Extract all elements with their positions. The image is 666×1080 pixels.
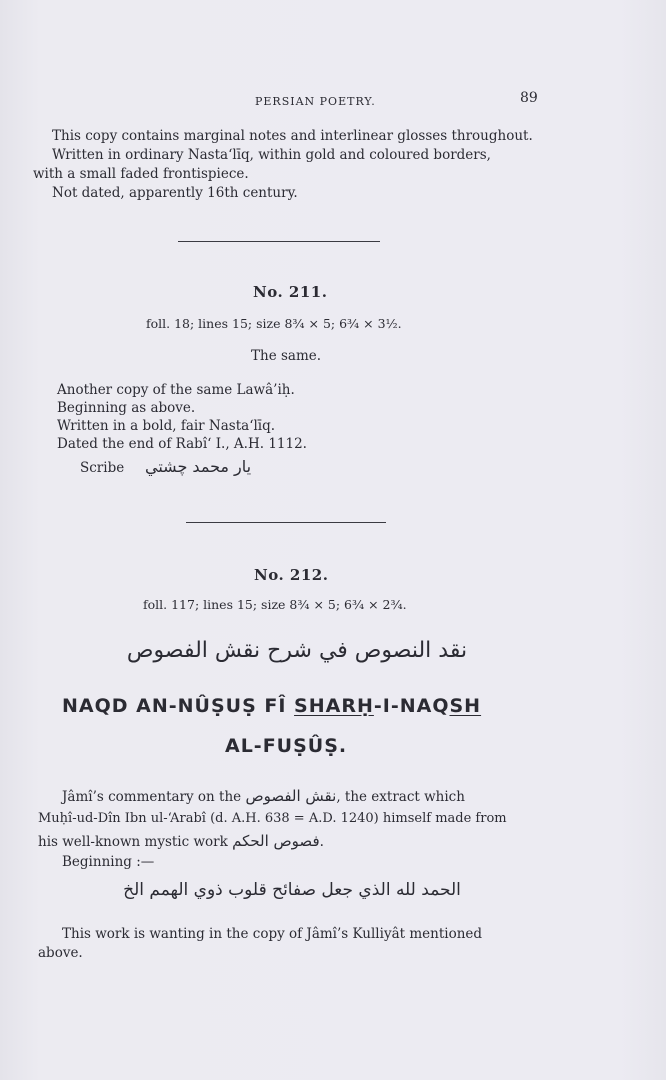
scribe-name: يار محمد چشتي	[145, 457, 252, 476]
section-divider-2	[186, 522, 386, 523]
desc-3-text-b: .	[319, 834, 324, 850]
desc-line-3	[38, 832, 324, 852]
intro-line-1: This copy contains marginal notes and interlinear glosses throughout.	[52, 128, 533, 144]
intro-line-4: Not dated, apparently 16th century.	[52, 185, 298, 201]
desc-line-2: Muḥî-ud-Dîn Ibn ul-‘Arabî (d. A.H. 638 = A.D. 1240) himself made from	[38, 811, 507, 826]
entry-211-line-4: Dated the end of Rabî‘ I., A.H. 1112.	[57, 436, 307, 452]
note-line-1: This work is wanting in the copy of Jâmî’s Kulliyât mentioned	[62, 926, 483, 942]
title-part-b: SHARḤ	[294, 695, 374, 717]
section-divider	[178, 241, 380, 242]
intro-line-2: Written in ordinary Nasta‘līq, within gold and coloured borders,	[52, 147, 491, 163]
desc-1-text-b: , the extract which	[336, 789, 465, 805]
intro-line-3: with a small faded frontispiece.	[33, 166, 249, 182]
entry-211-line-1: Another copy of the same Lawâ’iḥ.	[57, 382, 295, 398]
beginning-arabic: الحمد لله الذي جعل صفائح قلوب ذوي الهمم الخ	[123, 880, 461, 900]
running-head: PERSIAN POETRY.	[255, 95, 376, 108]
desc-3-text-a: his well-known mystic work	[38, 834, 228, 850]
entry-number-211: No. 211.	[253, 283, 328, 301]
collation-211: foll. 18; lines 15; size 8¾ × 5; 6¾ × 3½.	[146, 316, 402, 331]
entry-number-212: No. 212.	[254, 566, 329, 584]
beginning-label: Beginning :—	[62, 854, 155, 870]
desc-1-text-a: Jâmî’s commentary on the	[62, 789, 242, 805]
title-part-a: NAQD AN-NÛṢUṢ FÎ	[62, 695, 295, 717]
note-line-2: above.	[38, 945, 83, 961]
work-title-line-1	[62, 695, 481, 717]
collation-212: foll. 117; lines 15; size 8¾ × 5; 6¾ × 2¾.	[143, 597, 407, 612]
desc-line-1	[62, 787, 465, 807]
desc-1-arabic: نقش الفصوص	[245, 787, 337, 805]
entry-211-line-3: Written in a bold, fair Nasta‘līq.	[57, 418, 276, 434]
page-number: 89	[520, 90, 538, 106]
scribe-label: Scribe	[80, 460, 125, 476]
arabic-title: نقد النصوص في شرح نقش الفصوص	[126, 638, 468, 663]
entry-211-line-2: Beginning as above.	[57, 400, 196, 416]
desc-3-arabic: فصوص الحكم	[232, 832, 320, 850]
title-part-d: SH	[449, 695, 482, 717]
work-title-line-2: AL-FUṢÛṢ.	[225, 735, 348, 757]
title-part-c: -I-NAQ	[373, 695, 450, 717]
subtitle-211: The same.	[251, 348, 322, 364]
